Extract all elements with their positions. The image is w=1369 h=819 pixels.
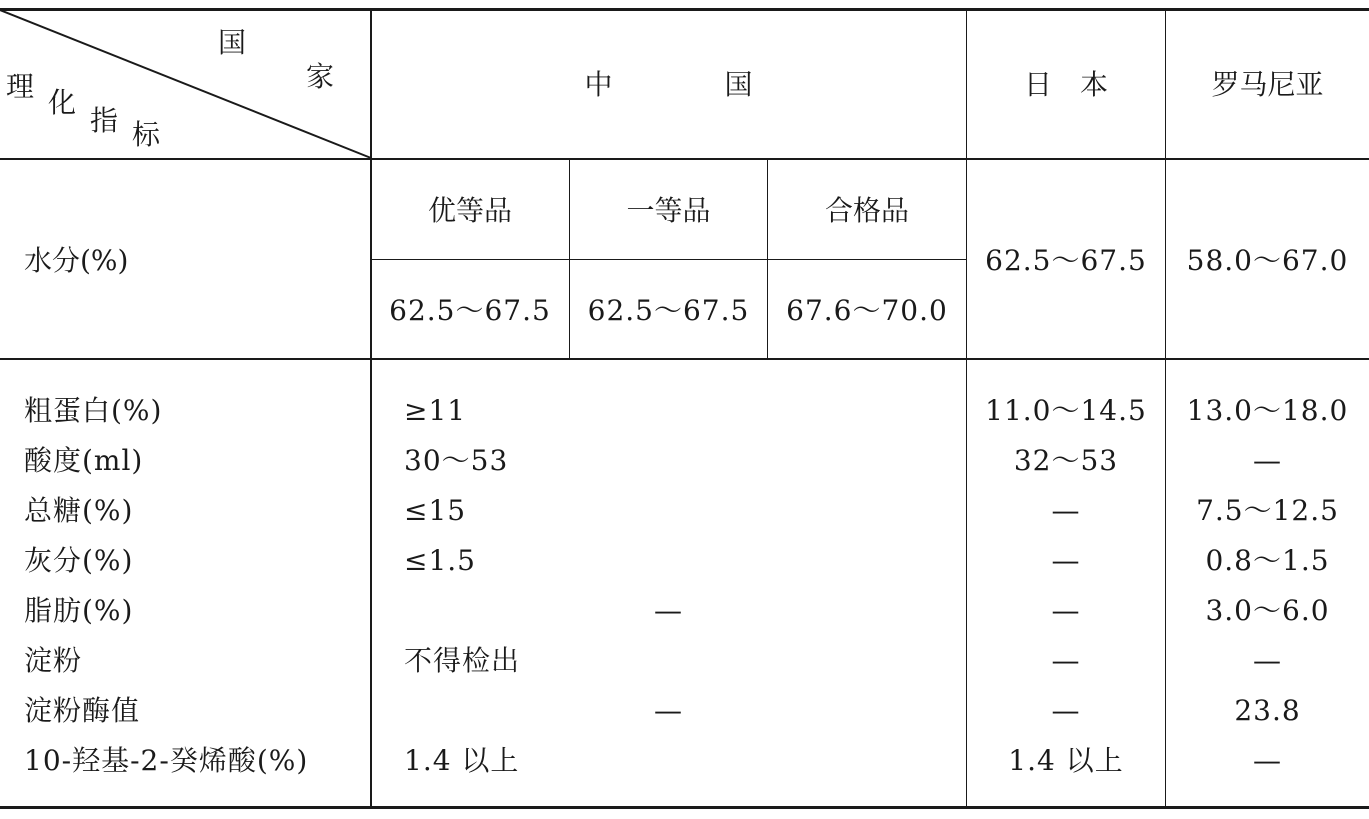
col-divider-grade-2: [767, 159, 768, 359]
table-bottom-rule: [0, 806, 1369, 809]
moisture-bottom-rule: [0, 358, 1369, 360]
row-china-value: —: [654, 594, 683, 627]
corner-country-char-1: 国: [218, 26, 247, 59]
grade-first: 一等品: [626, 194, 711, 227]
row-romania-value: 13.0～18.0: [1186, 394, 1349, 427]
row-label: 10-羟基-2-癸烯酸(%): [24, 744, 309, 777]
moisture-china-premium: 62.5～67.5: [389, 294, 551, 327]
row-romania-value: 23.8: [1234, 694, 1301, 727]
row-label: 酸度(ml): [24, 444, 144, 477]
row-romania-value: —: [1253, 644, 1282, 677]
row-label: 淀粉酶值: [24, 694, 141, 727]
row-japan-value: 11.0～14.5: [985, 394, 1147, 427]
corner-index-char-3: 指: [90, 104, 119, 137]
row-romania-value: —: [1253, 444, 1282, 477]
row-label: 粗蛋白(%): [24, 394, 163, 427]
row-romania-value: 7.5～12.5: [1196, 494, 1339, 527]
row-china-value: 不得检出: [404, 644, 521, 677]
corner-country-char-2: 家: [306, 60, 335, 93]
moisture-china-qualified: 67.6～70.0: [786, 294, 948, 327]
row-romania-value: 0.8～1.5: [1205, 544, 1330, 577]
corner-index-char-2: 化: [48, 86, 77, 119]
grade-premium: 优等品: [427, 194, 512, 227]
moisture-label: 水分(%): [24, 244, 129, 277]
row-japan-value: —: [1051, 594, 1081, 627]
row-japan-value: —: [1051, 544, 1081, 577]
moisture-japan: 62.5～67.5: [985, 244, 1147, 277]
row-japan-value: —: [1051, 694, 1081, 727]
header-japan: 日 本: [1023, 68, 1108, 101]
grade-qualified: 合格品: [824, 194, 909, 227]
row-romania-value: 3.0～6.0: [1205, 594, 1330, 627]
row-japan-value: —: [1051, 644, 1081, 677]
row-japan-value: —: [1051, 494, 1081, 527]
row-china-value: 30～53: [404, 444, 509, 477]
row-japan-value: 32～53: [1013, 444, 1119, 477]
row-label: 淀粉: [24, 644, 83, 677]
row-japan-value: 1.4 以上: [1008, 744, 1124, 777]
corner-index-char-1: 理: [6, 70, 35, 103]
corner-index-char-4: 标: [132, 118, 161, 151]
grade-row-rule: [371, 259, 967, 260]
row-china-value: ≤1.5: [404, 544, 476, 577]
row-label: 灰分(%): [24, 544, 134, 577]
row-china-value: 1.4 以上: [404, 744, 520, 777]
row-china-value: —: [654, 694, 683, 727]
row-label: 总糖(%): [24, 494, 134, 527]
header-china: 中 国: [584, 68, 753, 101]
row-china-value: ≥11: [404, 394, 467, 427]
moisture-china-first: 62.5～67.5: [587, 294, 750, 327]
col-divider-grade-1: [569, 159, 570, 359]
row-label: 脂肪(%): [24, 594, 134, 627]
row-china-value: ≤15: [404, 494, 467, 527]
row-romania-value: —: [1253, 744, 1282, 777]
header-romania: 罗马尼亚: [1211, 68, 1324, 101]
moisture-romania: 58.0～67.0: [1186, 244, 1349, 277]
